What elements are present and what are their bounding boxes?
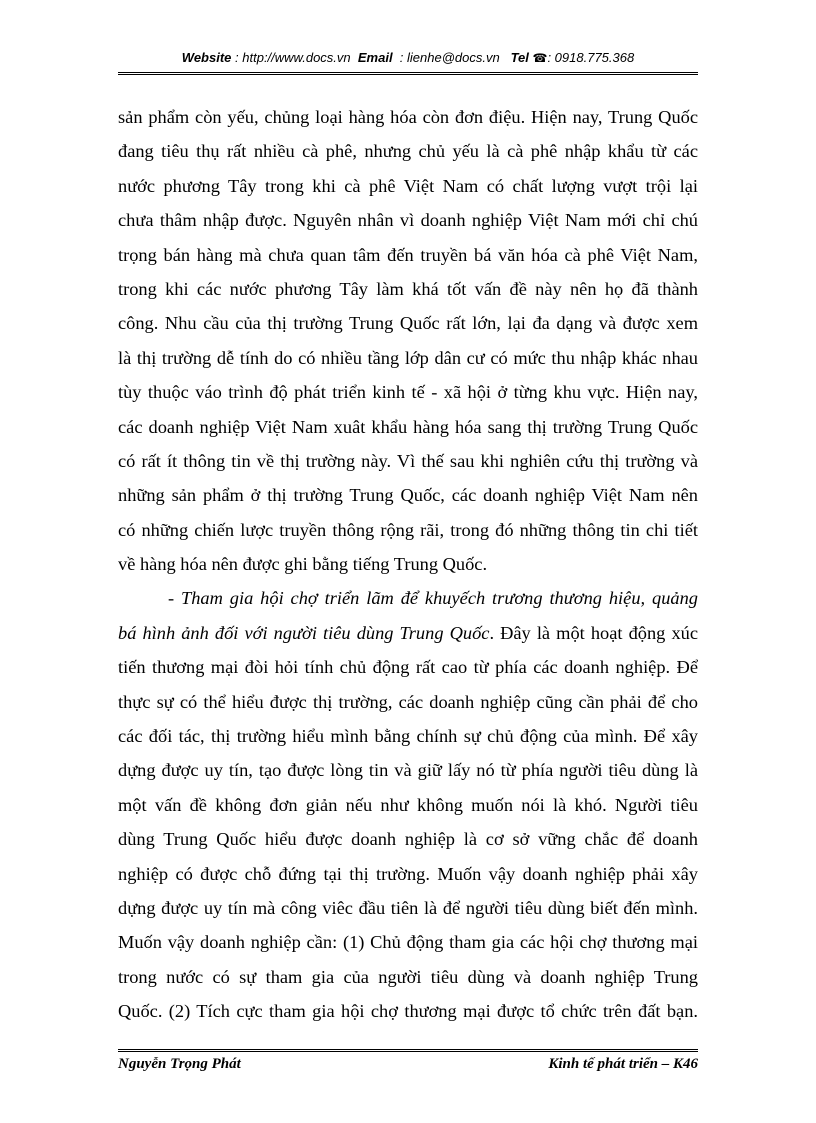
body-line: nghiệp có được chỗ đứng tại thị trường. Muốn vậy doanh nghiệp phải xây xyxy=(118,863,698,884)
page-header xyxy=(118,50,698,65)
body-line: là thị trường dễ tính do có nhiều tầng lớp dân cư có mức thu nhập khác nhau xyxy=(118,347,698,368)
body-line: những sản phẩm ở thị trường Trung Quốc, các doanh nghiệp Việt Nam nên xyxy=(118,485,698,506)
body-line: chưa thâm nhập được. Nguyên nhân vì doanh nghiệp Việt Nam mới chỉ chú xyxy=(118,210,698,231)
footer-author: Nguyễn Trọng Phát xyxy=(118,1056,241,1072)
header-rule xyxy=(118,72,698,73)
body-line: dựng được uy tín mà công viêc đầu tiên là để người tiêu dùng biết đến mình. xyxy=(118,897,698,918)
tel-label: Tel xyxy=(510,50,529,65)
para2-first-line xyxy=(118,581,698,615)
body-line: thực sự có thể hiểu được thị trường, các doanh nghiệp cũng cần phải để cho xyxy=(118,691,698,712)
footer-rule xyxy=(118,1051,698,1052)
header-rule-thin xyxy=(118,74,698,75)
website-label: Website xyxy=(181,50,232,65)
body-line: các doanh nghiệp Việt Nam xuât khẩu hàng hóa sang thị trường Trung Quốc xyxy=(118,416,698,437)
para2-second-line xyxy=(118,616,698,650)
body-line: có rất ít thông tin về thị trường này. Vì thế sau khi nghiên cứu thị trường và xyxy=(118,450,698,471)
body-line: trong khi các nước phương Tây làm khá tốt vấn đề này nên họ đã thành xyxy=(118,278,698,299)
body-line: trọng bán hàng mà chưa quan tâm đến truyền bá văn hóa cà phê Việt Nam, xyxy=(118,244,698,265)
body-line: dùng Trung Quốc hiểu được doanh nghiệp là cơ sở vững chắc để doanh xyxy=(118,829,698,850)
body-line: Muốn vậy doanh nghiệp cần: (1) Chủ động tham gia các hội chợ thương mại xyxy=(118,932,698,953)
para2-text: . Đây là một hoạt động xúc xyxy=(489,622,698,643)
footer-rule-thick xyxy=(118,1049,698,1050)
body-line: đang tiêu thụ rất nhiều cà phê, nhưng chủ yếu là cà phê nhập khẩu từ các xyxy=(118,141,698,162)
body-line: về hàng hóa nên được ghi bằng tiếng Trung Quốc. xyxy=(118,554,488,575)
body-line: tiến thương mại đòi hỏi tính chủ động rất cao từ phía các doanh nghiệp. Để xyxy=(118,657,698,678)
para2-italic-tail: bá hình ảnh đối với người tiêu dùng Trung Quốc xyxy=(118,622,490,643)
body-line: trong nước có sự tham gia của người tiêu dùng và doanh nghiệp Trung xyxy=(118,966,698,987)
body-line: nước phương Tây trong khi cà phê Việt Nam có chất lượng vượt trội lại xyxy=(118,175,698,196)
body-line: một vấn đề không đơn giản nếu như không muốn nói là khó. Người tiêu xyxy=(118,794,698,815)
body-line: sản phẩm còn yếu, chủng loại hàng hóa còn đơn điệu. Hiện nay, Trung Quốc xyxy=(118,107,698,127)
body-line: công. Nhu cầu của thị trường Trung Quốc rất lớn, lại đa dạng và được xem xyxy=(118,313,698,334)
footer-course: Kinh tế phát triển – K46 xyxy=(548,1056,698,1072)
body-line: Quốc. (2) Tích cực tham gia hội chợ thương mại được tổ chức trên đất bạn. xyxy=(118,1001,698,1022)
document-body xyxy=(118,100,698,1029)
body-line: dựng được uy tín, tạo được lòng tin và giữ lấy nó từ phía người tiêu dùng là xyxy=(118,760,698,781)
body-line: các đối tác, thị trường hiểu mình bằng chính sự chủ động của mình. Để xây xyxy=(118,726,698,747)
tel-value: : 0918.775.368 xyxy=(547,50,635,65)
para2-italic-lead: - Tham gia hội chợ triển lãm để khuyếch trương thương hiệu, quảng xyxy=(168,588,698,609)
phone-icon: ☎ xyxy=(532,51,548,65)
website-value: : http://www.docs.vn xyxy=(235,50,351,65)
email-value: : lienhe@docs.vn xyxy=(399,50,500,65)
email-label: Email xyxy=(357,50,393,65)
body-line: tùy thuộc váo trình độ phát triển kinh tế - xã hội ở từng khu vực. Hiện nay, xyxy=(118,382,698,403)
body-line: có những chiến lược truyền thông rộng rãi, trong đó những thông tin chi tiết xyxy=(118,519,698,540)
